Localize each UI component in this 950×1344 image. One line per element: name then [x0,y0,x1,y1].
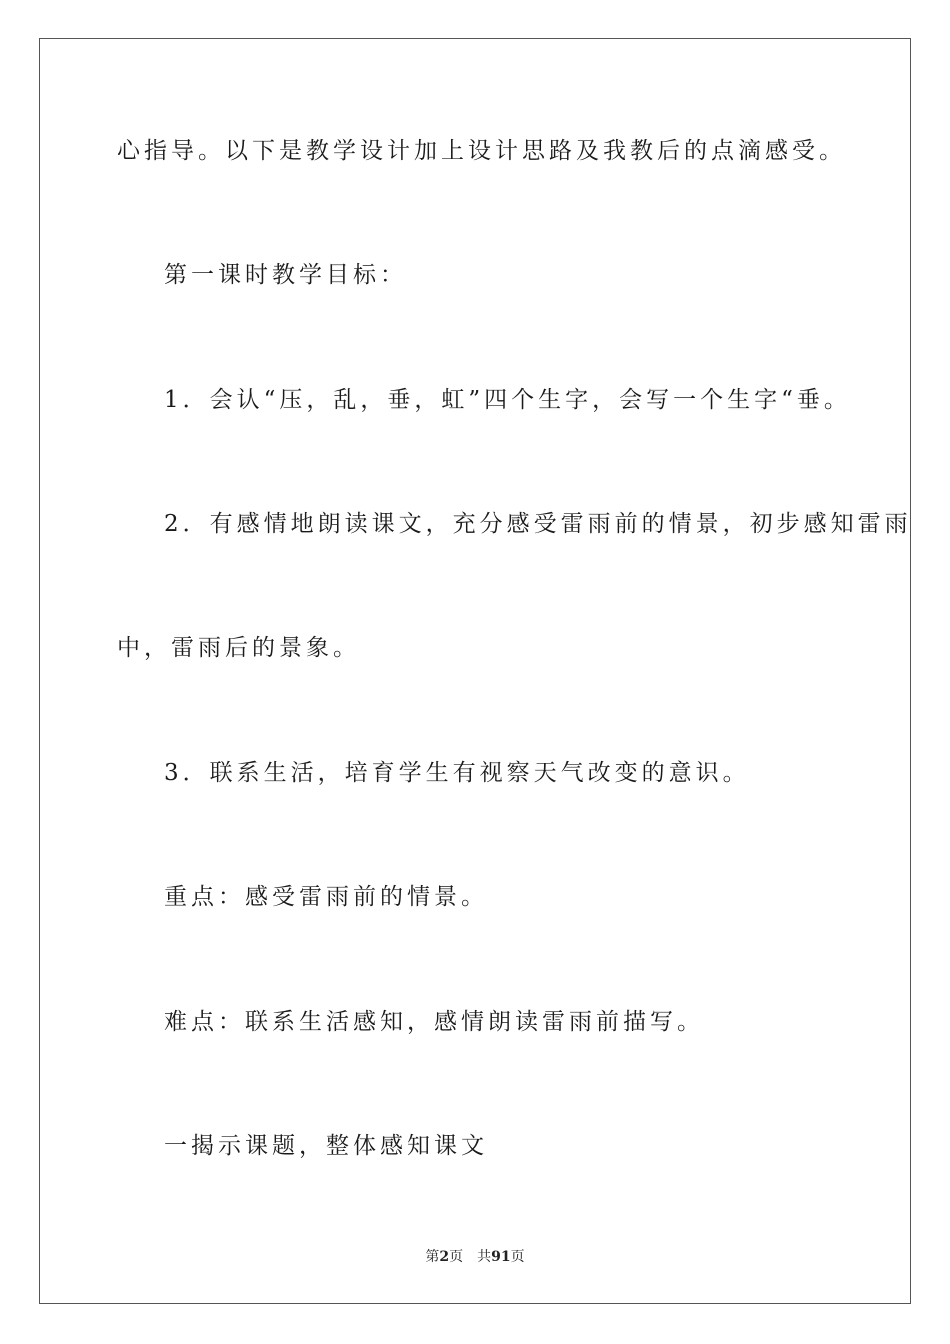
difficult-point: 难点：联系生活感知，感情朗读雷雨前描写。 [164,1009,704,1035]
objective-item-3: 3．联系生活，培育学生有视察天气改变的意识。 [164,760,750,786]
objective-item-1: 1．会认“压，乱，垂，虹”四个生字，会写一个生字“垂。 [164,387,851,413]
footer-total-prefix: 共 [477,1249,492,1265]
key-point: 重点：感受雷雨前的情景。 [164,884,488,910]
objective-item-2: 2．有感情地朗读课文，充分感受雷雨前的情景，初步感知雷雨 [164,511,912,537]
page-number: 2 [439,1249,450,1265]
section-heading-objectives: 第一课时教学目标： [164,262,407,288]
body-line-1: 心指导。以下是教学设计加上设计思路及我教后的点滴感受。 [117,138,846,164]
footer-total-unit: 页 [510,1249,525,1265]
total-pages: 91 [491,1249,511,1265]
page-border [39,38,911,1304]
page-footer [0,1246,950,1266]
footer-prefix: 第 [425,1249,440,1265]
section-heading-reveal-title: 一揭示课题，整体感知课文 [164,1133,488,1159]
footer-page-unit: 页 [449,1249,464,1265]
objective-item-2-continued: 中，雷雨后的景象。 [117,635,360,661]
